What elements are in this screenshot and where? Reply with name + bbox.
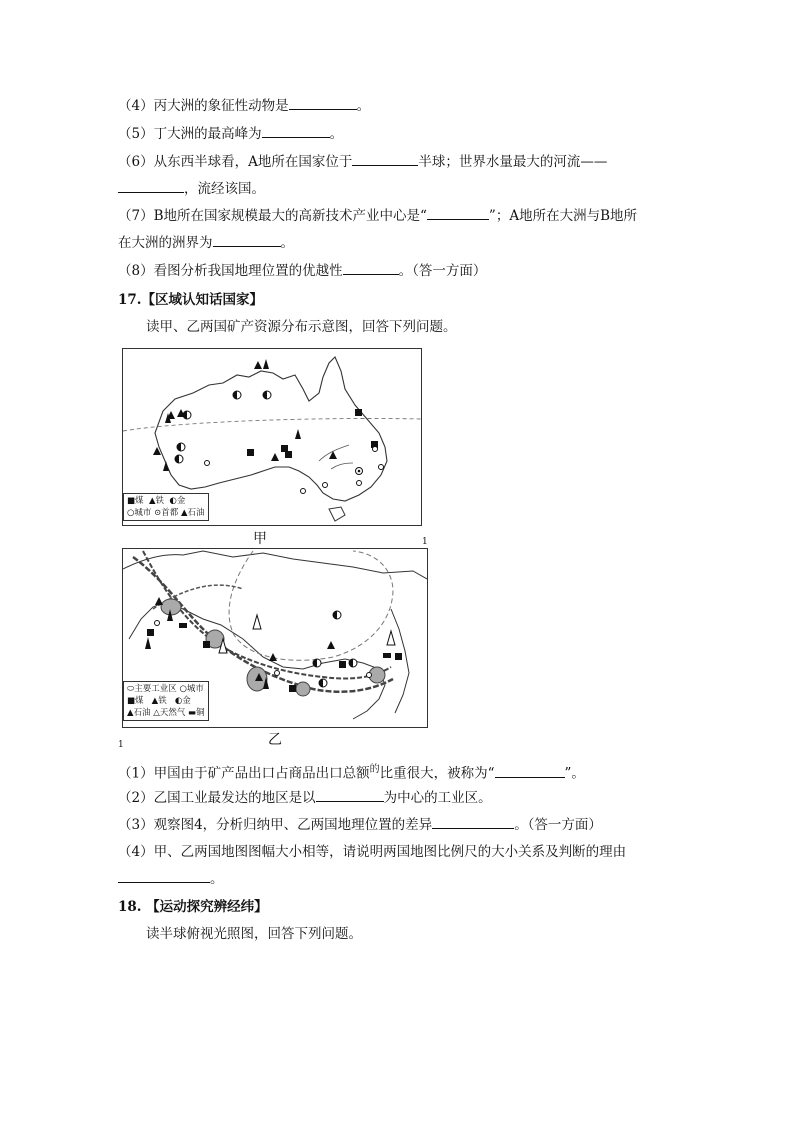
question-17-1: （1）甲国由于矿产品出口占商品出口总额$^的$比重很大，被称为“ ”。 (118, 764, 585, 782)
gold-mark (333, 611, 341, 619)
answer-blank[interactable] (495, 764, 565, 778)
coal-mark (247, 449, 254, 456)
oil-mark (295, 429, 301, 439)
coal-mark (147, 629, 154, 636)
gold-icon: ◐ (174, 696, 183, 706)
coal-icon: ■ (127, 496, 136, 506)
answer-blank[interactable] (432, 815, 514, 829)
coal-mark (285, 451, 292, 458)
answer-blank[interactable] (343, 261, 399, 275)
iron-mark (329, 451, 337, 459)
oil-icon: ▲ (180, 508, 188, 518)
gas-mark (253, 615, 261, 629)
coal-mark (289, 685, 296, 692)
marker-small: 1 (422, 537, 428, 547)
map-jia-legend: ■煤 ▲铁 ◐金 ○城市 ⊙首都 ▲石油 (123, 493, 209, 521)
capital-icon: ⊙ (154, 508, 162, 518)
gas-icon: △ (153, 708, 160, 718)
iron-mark (271, 453, 279, 461)
oil-mark (145, 637, 151, 649)
copper-mark (383, 653, 391, 658)
city-mark (323, 483, 328, 488)
question-17-intro: 读甲、乙两国矿产资源分布示意图，回答下列问题。 (146, 319, 457, 335)
answer-blank[interactable] (352, 152, 418, 166)
city-mark (373, 447, 378, 452)
question-16-7-cont: 在大洲的洲界为 。 (118, 235, 294, 251)
question-17-4: （4）甲、乙两国地图图幅大小相等，请说明两国地图比例尺的大小关系及判断的理由 (118, 844, 627, 860)
answer-blank[interactable] (213, 233, 281, 247)
coal-mark (339, 661, 346, 668)
answer-blank[interactable] (427, 206, 489, 220)
question-16-5: （5）丁大洲的最高峰为 。 (118, 126, 344, 142)
iron-mark (155, 597, 163, 605)
gold-mark (175, 455, 183, 463)
map-yi-legend: ⬭主要工业区 ○城市 ■煤 ▲铁 ◐金 ▲石油 △天然气 ▬铜 (123, 681, 209, 721)
city-mark (155, 621, 160, 626)
city-mark (379, 465, 384, 470)
answer-blank[interactable] (118, 179, 184, 193)
question-16-6: （6）从东西半球看，A地所在国家位于 半球；世界水量最大的河流—— (118, 154, 608, 170)
gas-mark (387, 631, 395, 645)
gold-mark (233, 391, 241, 399)
answer-blank[interactable] (316, 788, 384, 802)
question-17-2: （2）乙国工业最发达的地区是以 为中心的工业区。 (118, 790, 492, 806)
coal-mark (281, 445, 288, 452)
copper-mark (179, 623, 187, 628)
marker-small: 1 (118, 740, 124, 750)
city-mark (367, 673, 372, 678)
answer-blank[interactable] (262, 124, 330, 138)
coal-mark (355, 409, 362, 416)
map-yi (122, 548, 428, 728)
city-mark (301, 489, 306, 494)
gold-icon: ◐ (169, 496, 177, 506)
iron-mark (254, 361, 262, 369)
coal-icon: ■ (127, 696, 136, 706)
iron-icon: ▲ (151, 696, 159, 706)
question-16-4: （4）丙大洲的象征性动物是 。 (118, 98, 371, 114)
question-18-heading: 18. 【运动探究辨经纬】 (118, 899, 268, 915)
industrial-zone-icon: ⬭ (127, 684, 135, 694)
oil-mark (163, 461, 169, 471)
coal-mark (395, 653, 402, 660)
capital-mark (356, 468, 363, 475)
question-18-intro: 读半球俯视光照图，回答下列问题。 (146, 926, 362, 942)
map-yi-caption: 乙 (268, 732, 282, 748)
question-17-4-cont: 。 (118, 869, 224, 888)
gold-mark (313, 659, 321, 667)
city-mark (205, 461, 210, 466)
industrial-zone-mark (296, 682, 310, 696)
city-icon: ○ (179, 684, 187, 694)
city-mark (275, 671, 280, 676)
coal-mark (203, 641, 210, 648)
gold-mark (319, 679, 327, 687)
question-16-7: （7）B地所在国家规模最大的高新技术产业中心是“ ”；A地所在大洲与B地所 (118, 208, 637, 224)
gold-mark (263, 391, 271, 399)
city-icon: ○ (127, 508, 135, 518)
oil-mark (263, 359, 269, 369)
question-16-8: （8）看图分析我国地理位置的优越性 。（答一方面） (118, 263, 487, 279)
answer-blank[interactable] (118, 869, 210, 883)
oil-icon: ▲ (127, 708, 134, 718)
city-mark (357, 481, 362, 486)
question-16-6-cont: ，流经该国。 (118, 179, 265, 198)
map-jia (122, 348, 422, 526)
question-17-3: （3）观察图4，分析归纳甲、乙两国地理位置的差异 。（答一方面） (118, 817, 602, 833)
iron-icon: ▲ (148, 496, 156, 506)
gold-mark (349, 659, 357, 667)
gold-mark (183, 411, 191, 419)
copper-icon: ▬ (188, 708, 197, 718)
industrial-zone-mark (161, 599, 181, 615)
question-17-heading: 17.【区域认知话国家】 (118, 292, 263, 308)
gold-mark (177, 443, 185, 451)
iron-mark (269, 653, 277, 661)
iron-mark (327, 641, 335, 649)
map-jia-caption: 甲 (253, 531, 267, 547)
answer-blank[interactable] (289, 96, 357, 110)
